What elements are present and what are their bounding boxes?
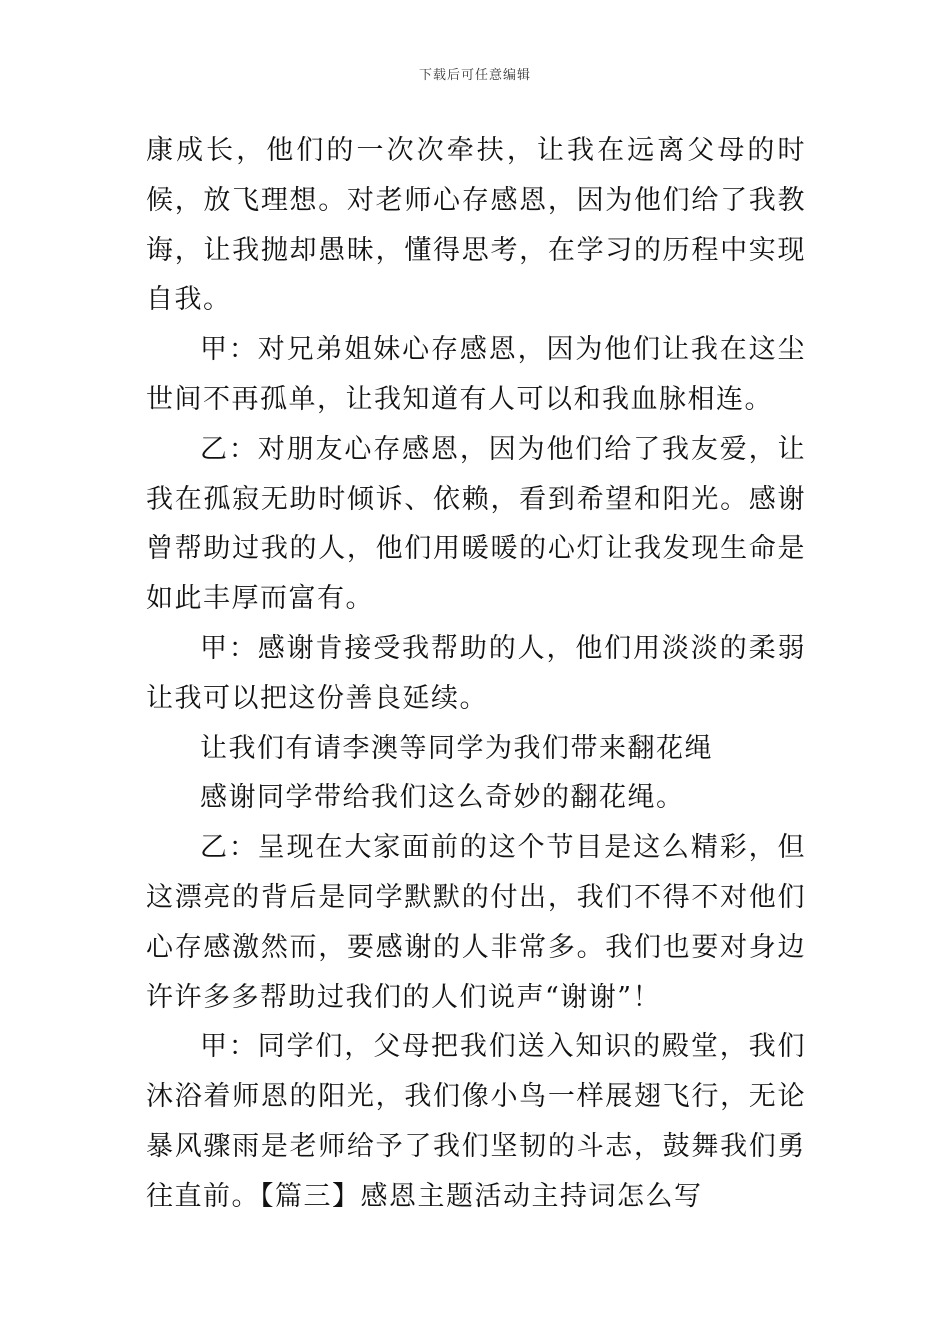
paragraph-1: 康成长，他们的一次次牵扶，让我在远离父母的时候，放飞理想。对老师心存感恩，因为他们给了我教诲，让我抛却愚昧，懂得思考，在学习的历程中实现自我。 <box>146 135 806 316</box>
paragraph-2: 甲：对兄弟姐妹心存感恩，因为他们让我在这尘世间不再孤单，让我知道有人可以和我血脉相连。 <box>146 334 806 415</box>
paragraph-5: 让我们有请李澳等同学为我们带来翻花绳 <box>200 732 713 764</box>
paragraph-4: 甲：感谢肯接受我帮助的人，他们用淡淡的柔弱让我可以把这份善良延续。 <box>146 632 806 714</box>
paragraph-8: 甲：同学们，父母把我们送入知识的殿堂，我们沐浴着师恩的阳光，我们像小鸟一样展翅飞行，无论暴风骤雨是老师给予了我们坚韧的斗志，鼓舞我们勇往直前。【篇三】感恩主题活动主持词怎么写 <box>146 1031 806 1212</box>
paragraph-3: 乙：对朋友心存感恩，因为他们给了我友爱，让我在孤寂无助时倾诉、依赖，看到希望和阳光。感谢曾帮助过我的人，他们用暖暖的心灯让我发现生命是如此丰厚而富有。 <box>146 433 806 615</box>
document-body <box>146 126 806 1222</box>
page-header: 下载后可任意编辑 <box>418 68 531 83</box>
paragraph-7: 乙：呈现在大家面前的这个节目是这么精彩，但这漂亮的背后是同学默默的付出，我们不得不对他们心存感激然而，要感谢的人非常多。我们也要对身边许许多多帮助过我们的人们说声“谢谢”！ <box>146 832 806 1013</box>
paragraph-6: 感谢同学带给我们这么奇妙的翻花绳。 <box>200 782 685 814</box>
